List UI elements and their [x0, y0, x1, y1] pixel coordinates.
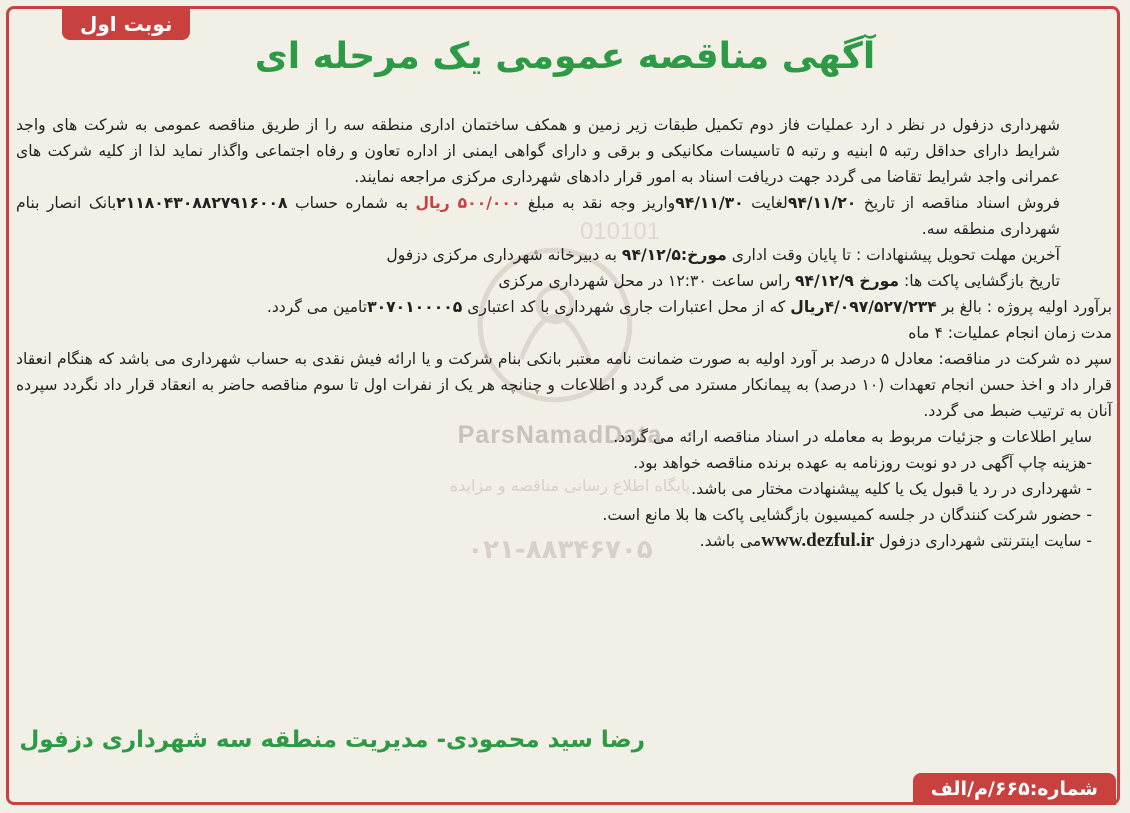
sale-amount: ۵۰۰/۰۰۰ ریال — [415, 194, 521, 212]
opening-date: مورخ ۹۴/۱۲/۹ — [794, 272, 900, 290]
estimate-text-1: برآورد اولیه پروژه : بالغ بر — [936, 298, 1112, 316]
watermark-phone: ۰۲۱-۸۸۳۴۶۷۰۵ — [467, 535, 653, 565]
list-item: - حضور شرکت کنندگان در جلسه کمیسیون بازگشایی پاکت ها بلا مانع است. — [602, 506, 1092, 524]
website-text-2: می باشد. — [699, 532, 762, 550]
sale-date-from: ۹۴/۱۱/۲۰ — [787, 194, 857, 212]
sale-date-to: ۹۴/۱۱/۳۰ — [675, 194, 744, 212]
notice-body — [16, 112, 1112, 554]
notice-number-badge: شماره:۶۶۵/م/الف — [913, 773, 1116, 805]
opening-line — [16, 268, 1112, 294]
estimate-text-3: تامین می گردد. — [266, 298, 368, 316]
duration-line: مدت زمان انجام عملیات: ۴ ماه — [908, 324, 1112, 342]
estimate-amount: ۴/۰۹۷/۵۲۷/۲۳۴ریال — [790, 298, 937, 316]
sale-text-1: فروش اسناد مناقصه از تاریخ — [856, 194, 1060, 212]
watermark-code: 010101 — [579, 218, 661, 245]
watermark-site: پایگاه اطلاع رسانی مناقصه و مزایده — [449, 476, 691, 495]
estimate-text-2: که از محل اعتبارات جاری شهرداری با کد اعتباری — [462, 298, 791, 316]
round-badge: نوبت اول — [62, 8, 190, 40]
opening-text-2: راس ساعت ۱۲:۳۰ در محل شهرداری مرکزی — [498, 272, 795, 290]
sale-text-2: لغایت — [743, 194, 788, 212]
deadline-text-2: به دبیرخانه شهرداری مرکزی دزفول — [386, 246, 622, 264]
sale-text-5: بانک انصار بنام شهرداری منطقه سه. — [16, 194, 1060, 238]
sale-paragraph — [16, 190, 1112, 242]
website-line — [16, 528, 1112, 554]
signature-line: رضا سید محمودی- مدیریت منطقه سه شهرداری دزفول — [19, 727, 645, 753]
list-item: - شهرداری در رد یا قبول یک یا کلیه پیشنهادت مختار می باشد. — [691, 480, 1092, 498]
website-text-1: - سایت اینترنتی شهرداری دزفول — [874, 532, 1092, 550]
other-info-line: سایر اطلاعات و جزئیات مربوط به معامله در اسناد مناقصه ارائه می گردد. — [613, 428, 1092, 446]
sale-text-4: به شماره حساب — [287, 194, 416, 212]
sale-text-3: واریز وجه نقد به مبلغ — [520, 194, 676, 212]
estimate-line — [16, 294, 1112, 320]
deposit-paragraph: سپر ده شرکت در مناقصه: معادل ۵ درصد بر آورد اولیه به صورت ضمانت نامه معتبر بانکی بنام شرکت و یا ارائه فیش نقدی به حساب شهرداری می باشد که هنگام انعقاد قرار داد و اخذ حسن انجام تعهدات (۱۰ درصد) به پیمانکار مسترد می گردد و اطلاعات و چنانچه هر یک از نفرات اول تا سوم مناقصه حاضر به انعقاد قرار داد نگردد سپرده آنان به ترتیب ضبط می گردد. — [16, 350, 1113, 420]
notice-title: آگهی مناقصه عمومی یک مرحله ای — [254, 36, 876, 77]
intro-paragraph: شهرداری دزفول در نظر د ارد عملیات فاز دوم تکمیل طبقات زیر زمین و همکف ساختمان اداری منطقه سه را از طریق مناقصه عمومی به شرکت های واجد شرایط دارای حداقل رتبه ۵ ابنیه و رتبه ۵ تاسیسات مکانیکی و برقی و دارای گواهی ایمنی از اداره تعاون و رفاه اجتماعی واگذار نماید لذا از کلیه شرکت های عمرانی واجد شرایط تقاضا می گردد جهت دریافت اسناد به امور قرار دادهای شهرداری مرکزی مراجعه نمایند. — [16, 116, 1060, 186]
list-item: -هزینه چاپ آگهی در دو نوبت روزنامه به عهده برنده مناقصه خواهد بود. — [633, 454, 1092, 472]
website-link[interactable]: www.dezful.ir — [761, 530, 875, 551]
deadline-line — [16, 242, 1112, 268]
watermark-brand: ParsNamadData — [457, 421, 663, 449]
opening-text-1: تاریخ بازگشایی پاکت ها: — [899, 272, 1060, 290]
budget-code: ۳۰۷۰۱۰۰۰۰۵ — [367, 298, 463, 316]
account-number: ۲۱۱۸۰۴۳۰۸۸۲۷۹۱۶۰۰۸ — [116, 194, 288, 212]
deadline-date: مورخ:۹۴/۱۲/۵ — [621, 246, 727, 264]
deadline-text-1: آخرین مهلت تحویل پیشنهادات : تا پایان وقت اداری — [726, 246, 1060, 264]
